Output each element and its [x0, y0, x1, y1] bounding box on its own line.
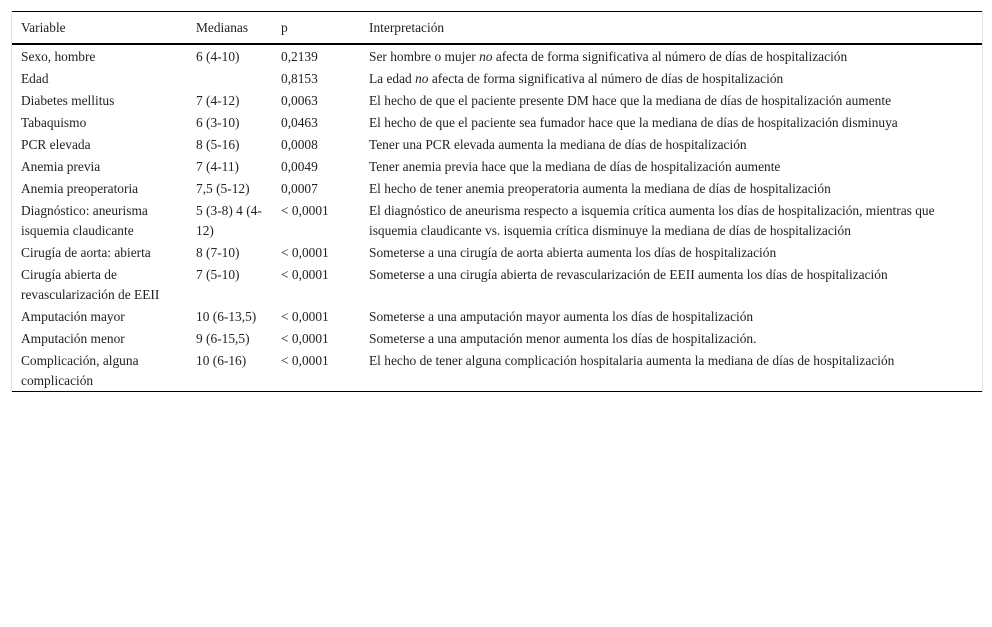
- cell-medianas: 10 (6-13,5): [196, 309, 257, 324]
- cell-interpretacion: [360, 241, 982, 263]
- interp-emphasis: no: [479, 49, 493, 64]
- interp-text-pre: El hecho de tener anemia preoperatoria aumenta la mediana de días de hospitalización: [369, 181, 831, 196]
- interp-text-pre: Tener una PCR elevada aumenta la mediana de días de hospitalización: [369, 137, 747, 152]
- cell-interpretacion: [360, 199, 982, 241]
- interp-text-pre: El hecho de que el paciente presente DM hace que la mediana de días de hospitalización aumente: [369, 93, 892, 108]
- interp-text-pre: Tener anemia previa hace que la mediana de días de hospitalización aumente: [369, 159, 781, 174]
- table-row: [12, 241, 982, 263]
- cell-medianas: 6 (3-10): [196, 115, 240, 130]
- table-row: [12, 199, 982, 241]
- table-row: [12, 44, 982, 67]
- cell-p-value: < 0,0001: [281, 353, 329, 368]
- table-row: [12, 89, 982, 111]
- cell-variable: Diagnóstico: aneurisma isquemia claudicante: [21, 203, 148, 238]
- header-medianas: Medianas: [196, 19, 249, 35]
- cell-medianas: 6 (4-10): [196, 49, 240, 64]
- table-row: [12, 155, 982, 177]
- table-row: [12, 327, 982, 349]
- cell-medianas: 5 (3-8) 4 (4-12): [196, 203, 262, 238]
- cell-interpretacion: [360, 44, 982, 67]
- cell-interpretacion: [360, 305, 982, 327]
- cell-medianas: 9 (6-15,5): [196, 331, 250, 346]
- interp-text-pre: El hecho de que el paciente sea fumador hace que la mediana de días de hospitalización disminuya: [369, 115, 898, 130]
- cell-variable: Complicación, alguna complicación: [21, 353, 139, 388]
- cell-p-value: 0,0463: [281, 115, 318, 130]
- interp-text-pre: Someterse a una amputación menor aumenta los días de hospitalización.: [369, 331, 757, 346]
- cell-variable: Anemia preoperatoria: [21, 181, 139, 196]
- cell-p-value: 0,0049: [281, 159, 318, 174]
- interp-text-pre: Someterse a una amputación mayor aumenta los días de hospitalización: [369, 309, 754, 324]
- cell-variable: Cirugía abierta de revascularización de EEII: [21, 267, 160, 302]
- table-row: [12, 133, 982, 155]
- results-table-container: [11, 11, 983, 392]
- cell-interpretacion: [360, 327, 982, 349]
- interp-text-post: afecta de forma significativa al número de días de hospitalización: [492, 49, 848, 64]
- cell-medianas: 7 (5-10): [196, 267, 240, 282]
- interp-text-post: afecta de forma significativa al número de días de hospitalización: [428, 71, 784, 86]
- cell-p-value: 0,0007: [281, 181, 318, 196]
- interp-text-pre: La edad: [369, 71, 416, 86]
- interp-text-pre: Someterse a una cirugía abierta de revascularización de EEII aumenta los días de hospitalización: [369, 267, 888, 282]
- hospitalization-results-table: [12, 11, 982, 392]
- cell-variable: Tabaquismo: [21, 115, 87, 130]
- cell-p-value: 0,8153: [281, 71, 318, 86]
- cell-p-value: < 0,0001: [281, 309, 329, 324]
- interp-text-pre: El diagnóstico de aneurisma respecto a isquemia crítica aumenta los días de hospitalización, mientras que isquemia claudicante vs. isquemia crítica disminuye la mediana de días de hospitalización: [369, 203, 935, 238]
- cell-variable: Edad: [21, 71, 49, 86]
- cell-variable: Amputación menor: [21, 331, 125, 346]
- cell-interpretacion: [360, 89, 982, 111]
- cell-interpretacion: [360, 133, 982, 155]
- cell-medianas: 7 (4-12): [196, 93, 240, 108]
- cell-medianas: 8 (7-10): [196, 245, 240, 260]
- cell-variable: Amputación mayor: [21, 309, 125, 324]
- header-variable: Variable: [21, 19, 66, 35]
- cell-p-value: 0,0063: [281, 93, 318, 108]
- table-body: [12, 44, 982, 392]
- table-row: [12, 67, 982, 89]
- header-row: [12, 12, 982, 45]
- table-row: [12, 177, 982, 199]
- interp-emphasis: no: [415, 71, 429, 86]
- cell-variable: Cirugía de aorta: abierta: [21, 245, 151, 260]
- cell-interpretacion: [360, 177, 982, 199]
- table-header: [12, 12, 982, 45]
- cell-variable: Diabetes mellitus: [21, 93, 115, 108]
- cell-variable: Sexo, hombre: [21, 49, 96, 64]
- cell-medianas: [187, 67, 272, 89]
- cell-p-value: < 0,0001: [281, 203, 329, 218]
- cell-interpretacion: [360, 349, 982, 392]
- header-p: p: [281, 19, 288, 35]
- cell-p-value: 0,0008: [281, 137, 318, 152]
- table-row: [12, 349, 982, 392]
- cell-variable: PCR elevada: [21, 137, 91, 152]
- cell-medianas: 7 (4-11): [196, 159, 240, 174]
- header-interpretacion: Interpretación: [369, 19, 445, 35]
- interp-text-pre: Ser hombre o mujer: [369, 49, 480, 64]
- interp-text-pre: Someterse a una cirugía de aorta abierta aumenta los días de hospitalización: [369, 245, 777, 260]
- cell-interpretacion: [360, 111, 982, 133]
- table-row: [12, 305, 982, 327]
- cell-medianas: 10 (6-16): [196, 353, 247, 368]
- cell-p-value: < 0,0001: [281, 267, 329, 282]
- cell-p-value: < 0,0001: [281, 245, 329, 260]
- cell-variable: Anemia previa: [21, 159, 101, 174]
- cell-p-value: < 0,0001: [281, 331, 329, 346]
- interp-text-pre: El hecho de tener alguna complicación hospitalaria aumenta la mediana de días de hospitalización: [369, 353, 895, 368]
- table-row: [12, 111, 982, 133]
- table-row: [12, 263, 982, 305]
- cell-p-value: 0,2139: [281, 49, 318, 64]
- cell-interpretacion: [360, 67, 982, 89]
- cell-interpretacion: [360, 155, 982, 177]
- cell-medianas: 8 (5-16): [196, 137, 240, 152]
- cell-medianas: 7,5 (5-12): [196, 181, 250, 196]
- cell-interpretacion: [360, 263, 982, 305]
